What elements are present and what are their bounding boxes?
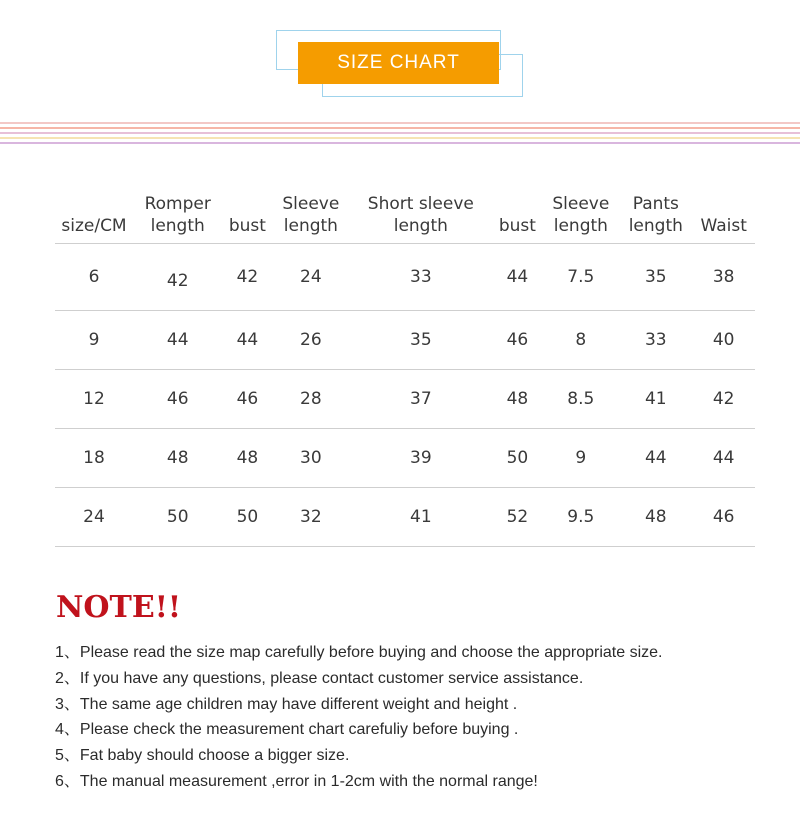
- header-pants-length: Pants length: [619, 176, 692, 244]
- table-cell: 33: [619, 311, 692, 370]
- table-cell: 48: [222, 429, 272, 488]
- header-romper-length: Romper length: [133, 176, 222, 244]
- table-row: [55, 244, 755, 311]
- table-cell: 42: [222, 244, 272, 311]
- table-cell: 7.5: [542, 244, 619, 311]
- table-cell: 38: [692, 244, 755, 311]
- table-cell: 50: [222, 488, 272, 547]
- table-row: [55, 370, 755, 429]
- note-item: 4、Please check the measurement chart carefuliy before buying .: [55, 721, 519, 739]
- table-cell: 30: [272, 429, 349, 488]
- table-cell: 9: [542, 429, 619, 488]
- table-cell: 41: [349, 488, 492, 547]
- table-cell: 32: [272, 488, 349, 547]
- size-table: [55, 176, 755, 547]
- table-cell: 8: [542, 311, 619, 370]
- size-chart-banner: [276, 30, 524, 98]
- table-cell: 52: [492, 488, 542, 547]
- header-size: size/CM: [55, 176, 133, 244]
- table-cell: 44: [619, 429, 692, 488]
- table-cell: 44: [492, 244, 542, 311]
- header-waist: Waist: [692, 176, 755, 244]
- header-sleeve-length-2: Sleeve length: [542, 176, 619, 244]
- note-item: 2、If you have any questions, please contact customer service assistance.: [55, 669, 584, 687]
- header-bust: bust: [222, 176, 272, 244]
- table-cell: 50: [492, 429, 542, 488]
- header-bust-2: bust: [492, 176, 542, 244]
- table-cell: 48: [133, 429, 222, 488]
- table-row: [55, 311, 755, 370]
- divider-stripe: [0, 122, 800, 124]
- note-item: 5、Fat baby should choose a bigger size.: [55, 747, 350, 765]
- banner-title: SIZE CHART: [298, 42, 499, 84]
- table-cell: 44: [692, 429, 755, 488]
- table-cell: 44: [222, 311, 272, 370]
- table-header-row: [55, 176, 755, 244]
- note-item: 1、Please read the size map carefully before buying and choose the appropriate size.: [55, 644, 663, 661]
- divider-stripe: [0, 142, 800, 144]
- table-cell: 8.5: [542, 370, 619, 429]
- table-cell: 48: [619, 488, 692, 547]
- table-cell: 12: [55, 370, 133, 429]
- table-cell: 33: [349, 244, 492, 311]
- table-cell: 40: [692, 311, 755, 370]
- table-cell: 42: [692, 370, 755, 429]
- striped-divider: [0, 122, 800, 147]
- divider-stripe: [0, 127, 800, 129]
- table-cell: 28: [272, 370, 349, 429]
- table-cell: 35: [619, 244, 692, 311]
- table-cell: 48: [492, 370, 542, 429]
- table-cell: 41: [619, 370, 692, 429]
- table-cell: 24: [272, 244, 349, 311]
- table-cell: 24: [55, 488, 133, 547]
- header-sleeve-length: Sleeve length: [272, 176, 349, 244]
- notes-list: [55, 642, 662, 797]
- table-cell: 46: [133, 370, 222, 429]
- table-cell: 6: [55, 244, 133, 311]
- table-cell: 37: [349, 370, 492, 429]
- divider-stripe: [0, 137, 800, 139]
- table-cell: 9.5: [542, 488, 619, 547]
- table-cell: 50: [133, 488, 222, 547]
- table-cell: 46: [492, 311, 542, 370]
- table-cell: 35: [349, 311, 492, 370]
- table-cell: 46: [692, 488, 755, 547]
- note-item: 6、The manual measurement ,error in 1-2cm with the normal range!: [55, 772, 538, 790]
- table-cell: 44: [133, 311, 222, 370]
- divider-stripe: [0, 132, 800, 134]
- table-cell: 9: [55, 311, 133, 370]
- note-title: NOTE!!: [56, 590, 182, 625]
- table-cell: 42: [133, 244, 222, 311]
- table-row: [55, 429, 755, 488]
- table-cell: 39: [349, 429, 492, 488]
- table-cell: 26: [272, 311, 349, 370]
- header-short-sleeve-length: Short sleeve length: [349, 176, 492, 244]
- table-cell: 46: [222, 370, 272, 429]
- table-cell: 18: [55, 429, 133, 488]
- note-item: 3、The same age children may have different weight and height .: [55, 695, 518, 713]
- table-row: [55, 488, 755, 547]
